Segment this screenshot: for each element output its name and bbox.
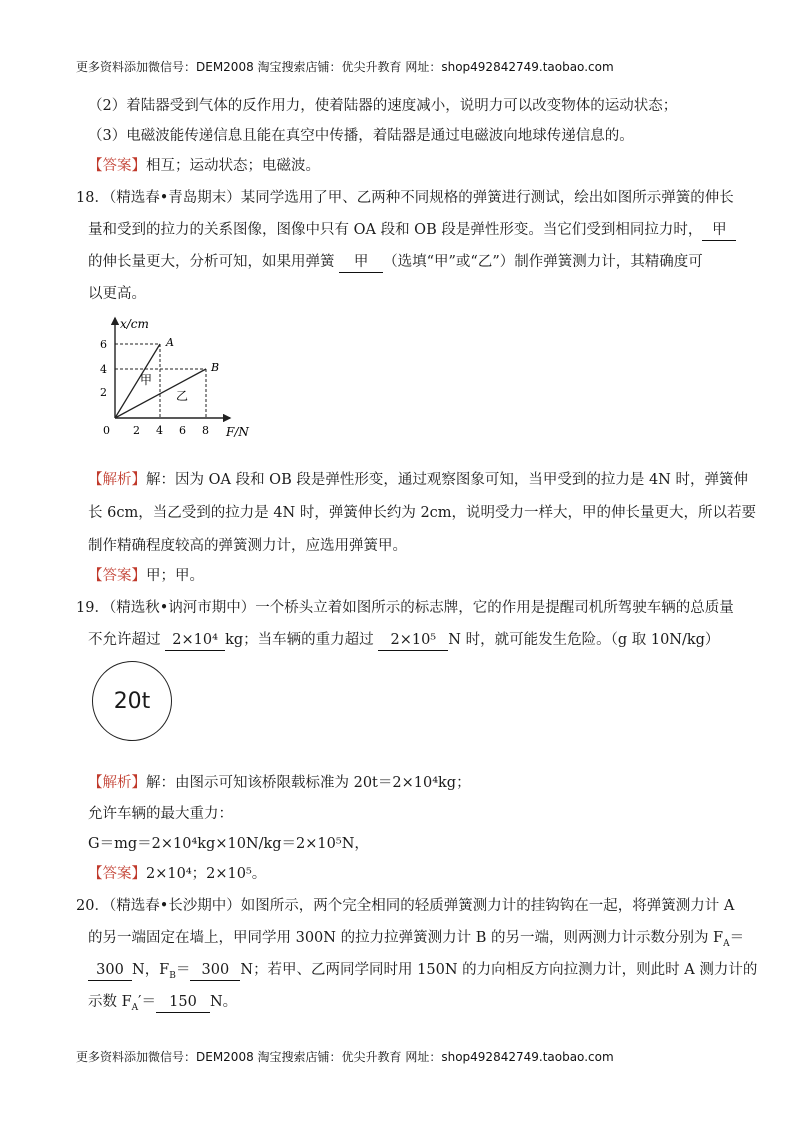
- xtick-6: 6: [179, 424, 186, 437]
- q18-answer-text: 甲；甲。: [146, 568, 204, 584]
- q19-line-2c: N 时，就可能发生危险。（g 取 10N/kg）: [448, 632, 720, 648]
- q20-line-4a: 示数 F: [88, 994, 132, 1010]
- q19-answer-text: 2×10⁴；2×10⁵。: [146, 866, 267, 882]
- q20-blank-1: 300: [88, 960, 132, 981]
- bridge-weight-sign: [92, 661, 172, 741]
- q20-line-4c: N。: [209, 994, 238, 1010]
- q19-line-1: 19．（精选秋•讷河市期中）一个桥头立着如图所示的标志牌，它的作用是提醒司机所驾驶车辆的总质量: [76, 600, 734, 616]
- q20-line-3b: ＝: [175, 962, 191, 978]
- analysis-tag: 【解析】: [88, 472, 146, 488]
- q18-analysis-2: 长 6cm，当乙受到的拉力是 4N 时，弹簧伸长约为 2cm，说明受力一样大，甲的伸长量更大，所以若要: [88, 505, 757, 521]
- q19-analysis-3: G＝mg＝2×10⁴kg×10N/kg＝2×10⁵N，: [88, 836, 369, 852]
- q19-line-2: [88, 630, 719, 651]
- xtick-4: 4: [156, 424, 163, 437]
- q20-line-4b: ′＝: [138, 994, 156, 1010]
- xtick-8: 8: [202, 424, 209, 437]
- q19-line-2a: 不允许超过: [88, 632, 161, 648]
- q18-line-4: 以更高。: [88, 286, 146, 302]
- sign-text: 20t: [113, 688, 151, 714]
- ytick-4: 4: [100, 363, 107, 376]
- q19-analysis-2: 允许车辆的最大重力：: [88, 806, 233, 822]
- spring-jia-label: 甲: [140, 373, 153, 387]
- xtick-2: 2: [133, 424, 140, 437]
- q20-line-3a: N，F: [132, 962, 170, 978]
- answer-tag: 【答案】: [88, 158, 146, 174]
- q18-analysis-1: [88, 470, 748, 490]
- line-oa: [115, 344, 160, 418]
- ytick-6: 6: [100, 338, 107, 351]
- answer-tag: 【答案】: [88, 568, 146, 584]
- q18-analysis-3: 制作精确程度较高的弹簧测力计，应选用弹簧甲。: [88, 538, 407, 554]
- q20-line-3c: N；若甲、乙两同学同时用 150N 的力向相反方向拉测力计，则此时 A 测力计的: [240, 962, 758, 978]
- q19-answer: [88, 864, 266, 884]
- q19-analysis-1: [88, 773, 471, 793]
- page-header: 更多资料添加微信号：DEM2008 淘宝搜索店铺：优尖升教育 网址：shop492842749.taobao.com: [76, 60, 614, 74]
- q17-line-3: （3）电磁波能传递信息且能在真空中传播，着陆器是通过电磁波向地球传递信息的。: [88, 128, 634, 144]
- q18-blank-2: 甲: [339, 252, 383, 273]
- q20-line-2-end: ＝: [729, 930, 745, 946]
- spring-yi-label: 乙: [176, 389, 189, 403]
- q20-sub-a: A: [723, 938, 730, 949]
- q18-line-2: [88, 220, 736, 241]
- q17-answer-text: 相互；运动状态；电磁波。: [146, 158, 320, 174]
- point-a-label: A: [166, 336, 174, 349]
- q20-line-3: [88, 960, 757, 986]
- q20-blank-2: 300: [190, 960, 240, 981]
- q20-line-4: [88, 992, 237, 1018]
- q18-answer: [88, 566, 204, 586]
- q19-analysis-1-text: 解：由图示可知该桥限载标准为 20t＝2×10⁴kg；: [146, 775, 471, 791]
- q18-line-3: [88, 252, 703, 273]
- q20-sub-b: B: [169, 970, 176, 981]
- q19-blank-1: 2×10⁴: [165, 630, 225, 651]
- ytick-2: 2: [100, 386, 107, 399]
- y-axis-label: x/cm: [120, 317, 149, 331]
- answer-tag: 【答案】: [88, 866, 146, 882]
- q18-line-3a: 的伸长量更大，分析可知，如果用弹簧: [88, 254, 335, 270]
- q20-line-2: [88, 928, 744, 954]
- q20-line-2-text: 的另一端固定在墙上，甲同学用 300N 的拉力拉弹簧测力计 B 的另一端，则两测力计示数分别为 F: [88, 930, 724, 946]
- point-b-label: B: [211, 361, 220, 374]
- q17-line-2: （2）着陆器受到气体的反作用力，使着陆器的速度减小，说明力可以改变物体的运动状态；: [88, 98, 678, 114]
- q18-blank-1: 甲: [702, 220, 736, 241]
- q18-line-2-text: 量和受到的拉力的关系图像，图像中只有 OA 段和 OB 段是弹性形变。当它们受到相同拉力时，: [88, 222, 703, 238]
- q19-line-2b: kg；当车辆的重力超过: [225, 632, 374, 648]
- q20-line-1: 20．（精选春•长沙期中）如图所示，两个完全相同的轻质弹簧测力计的挂钩钩在一起，将弹簧测力计 A: [76, 898, 735, 914]
- xtick-0: 0: [103, 424, 110, 437]
- q20-blank-3: 150: [156, 992, 210, 1013]
- analysis-tag: 【解析】: [88, 775, 146, 791]
- q18-analysis-1-text: 解：因为 OA 段和 OB 段是弹性形变，通过观察图象可知，当甲受到的拉力是 4N 时，弹簧伸: [146, 472, 748, 488]
- page-footer: 更多资料添加微信号：DEM2008 淘宝搜索店铺：优尖升教育 网址：shop492842749.taobao.com: [76, 1050, 614, 1064]
- q19-blank-2: 2×10⁵: [378, 630, 448, 651]
- x-axis-label: F/N: [226, 425, 249, 439]
- q18-line-3b: （选填“甲”或“乙”）制作弹簧测力计，其精确度可: [383, 254, 703, 270]
- q18-line-1: 18．（精选春•青岛期末）某同学选用了甲、乙两种不同规格的弹簧进行测试，绘出如图所示弹簧的伸长: [76, 190, 734, 206]
- spring-graph: [90, 312, 260, 442]
- q17-answer: [88, 156, 320, 176]
- q20-sub-a2: A: [131, 1002, 139, 1013]
